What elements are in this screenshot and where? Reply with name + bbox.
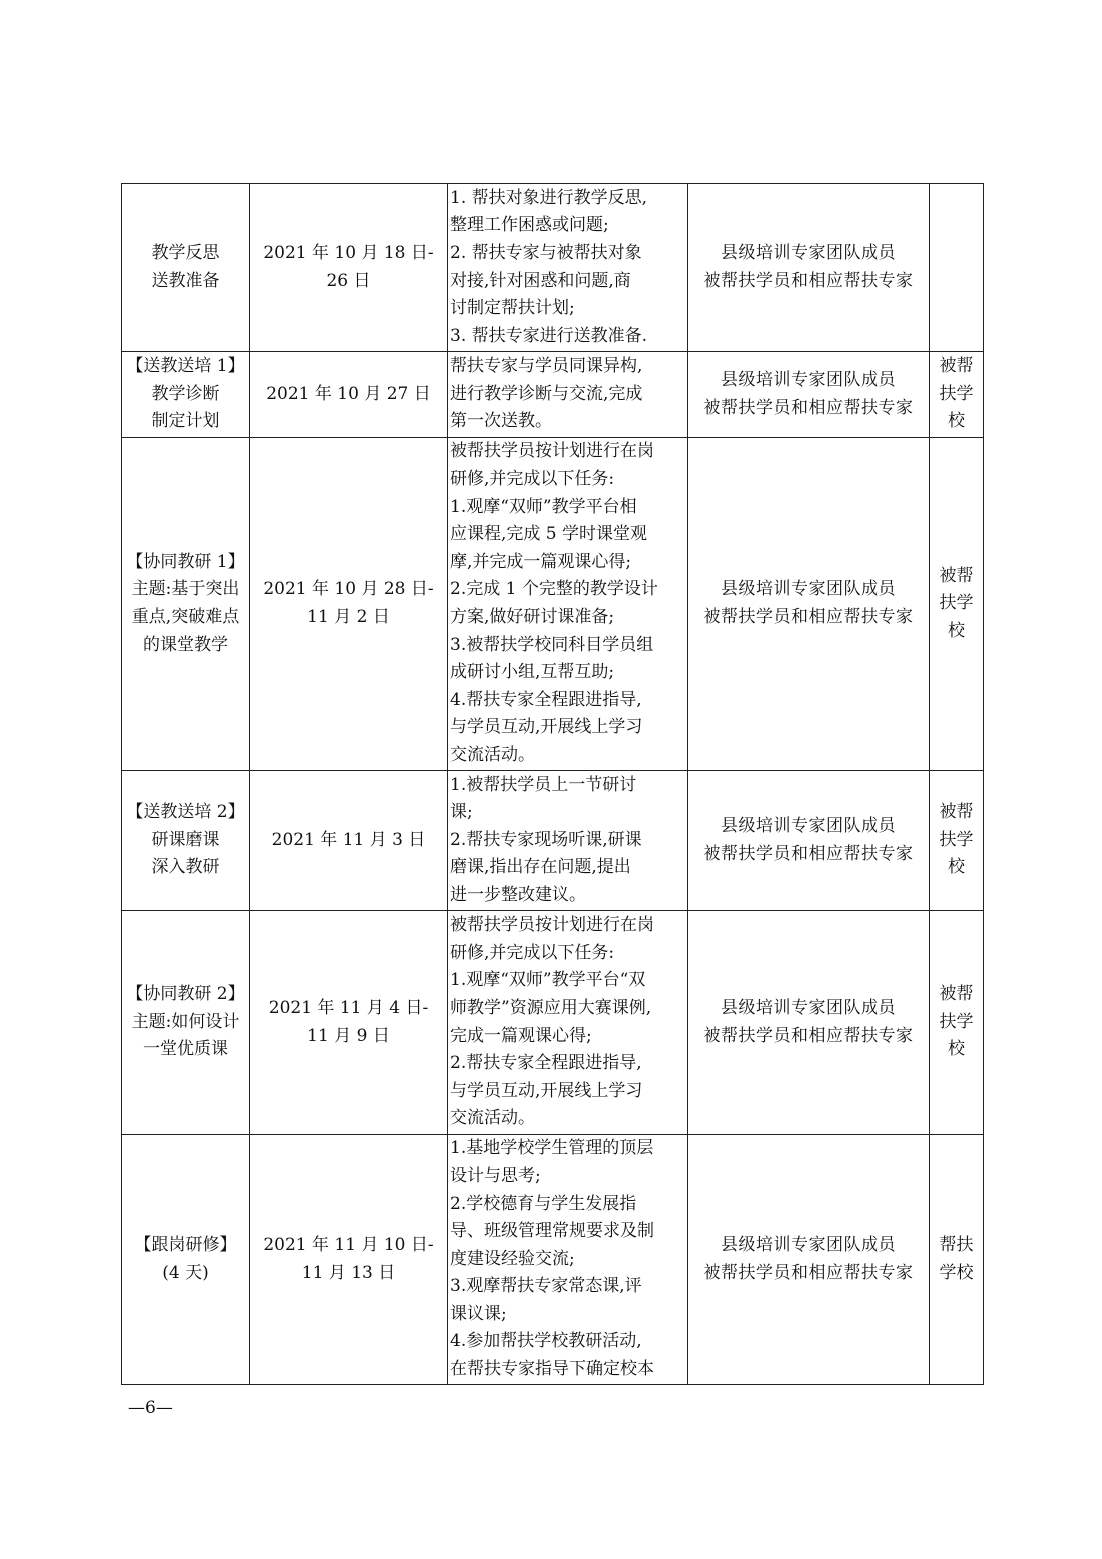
activity-line: 一堂优质课 bbox=[143, 1039, 228, 1060]
time-line: 2021 年 11 月 10 日- bbox=[263, 1234, 434, 1255]
activity-line: 送教准备 bbox=[151, 270, 220, 291]
location-line: 扶学 bbox=[939, 1011, 974, 1032]
activity-cell bbox=[122, 1135, 250, 1385]
location-line: 校 bbox=[948, 620, 965, 641]
participants-line: 被帮扶学员和相应帮扶专家 bbox=[703, 1025, 914, 1046]
participants-cell bbox=[688, 771, 930, 911]
participants-line: 县级培训专家团队成员 bbox=[721, 369, 896, 390]
activity-line: 【协同教研 2】 bbox=[126, 984, 245, 1005]
content-line: 研修,并完成以下任务: bbox=[450, 942, 615, 963]
content-line: 摩,并完成一篇观课心得; bbox=[450, 551, 632, 572]
time-line: 2021 年 10 月 27 日 bbox=[266, 383, 431, 404]
location-line: 校 bbox=[948, 1039, 965, 1060]
content-line: 进一步整改建议。 bbox=[450, 884, 586, 905]
location-line: 扶学 bbox=[939, 383, 974, 404]
activity-line: 教学诊断 bbox=[151, 383, 220, 404]
content-line: 4.参加帮扶学校教研活动, bbox=[450, 1331, 642, 1352]
activity-line: 重点,突破难点 bbox=[131, 607, 240, 627]
location-line: 扶学 bbox=[939, 829, 974, 850]
content-line: 2.学校德育与学生发展指 bbox=[450, 1193, 637, 1214]
content-line: 2. 帮扶专家与被帮扶对象 bbox=[450, 242, 642, 263]
activity-line: 主题:基于突出 bbox=[131, 579, 240, 600]
time-line: 11 月 2 日 bbox=[307, 607, 390, 627]
activity-line: 研课磨课 bbox=[151, 829, 220, 850]
content-line: 第一次送教。 bbox=[450, 411, 552, 432]
time-line: 26 日 bbox=[326, 270, 371, 291]
time-line: 2021 年 11 月 4 日- bbox=[268, 997, 429, 1018]
content-line: 1.被帮扶学员上一节研讨 bbox=[450, 774, 637, 795]
location-line: 被帮 bbox=[939, 565, 974, 586]
content-line: 1.观摩“双师”教学平台“双 bbox=[450, 970, 646, 991]
participants-cell bbox=[688, 352, 930, 438]
content-line: 导、班级管理常规要求及制 bbox=[450, 1221, 654, 1242]
participants-line: 县级培训专家团队成员 bbox=[721, 579, 896, 600]
time-cell bbox=[250, 911, 448, 1135]
activity-line: 的课堂教学 bbox=[143, 634, 228, 655]
activity-line: 【协同教研 1】 bbox=[126, 551, 245, 572]
participants-line: 县级培训专家团队成员 bbox=[721, 242, 896, 263]
content-line: 成研讨小组,互帮互助; bbox=[450, 662, 615, 683]
location-line: 帮扶 bbox=[939, 1234, 974, 1255]
content-line: 磨课,指出存在问题,提出 bbox=[450, 857, 631, 878]
participants-cell bbox=[688, 911, 930, 1135]
participants-line: 县级培训专家团队成员 bbox=[721, 815, 896, 836]
time-line: 2021 年 10 月 18 日- bbox=[263, 242, 434, 263]
activity-line: 【跟岗研修】 bbox=[134, 1234, 237, 1255]
content-line: 2.帮扶专家现场听课,研课 bbox=[450, 829, 642, 850]
activity-line: 【送教送培 2】 bbox=[126, 802, 245, 823]
schedule-table bbox=[121, 183, 984, 1385]
content-line: 与学员互动,开展线上学习 bbox=[450, 1080, 643, 1101]
content-line: 2.帮扶专家全程跟进指导, bbox=[450, 1053, 642, 1074]
activity-cell bbox=[122, 911, 250, 1135]
content-line: 完成一篇观课心得; bbox=[450, 1025, 592, 1046]
content-line: 4.帮扶专家全程跟进指导, bbox=[450, 689, 642, 710]
content-line: 1.基地学校学生管理的顶层 bbox=[450, 1138, 654, 1159]
content-cell bbox=[448, 352, 688, 438]
content-line: 课议课; bbox=[450, 1303, 507, 1324]
content-cell bbox=[448, 1135, 688, 1385]
activity-cell bbox=[122, 438, 250, 771]
activity-cell bbox=[122, 771, 250, 911]
activity-cell bbox=[122, 352, 250, 438]
content-line: 被帮扶学员按计划进行在岗 bbox=[450, 915, 654, 936]
page-number: —6— bbox=[128, 1398, 173, 1418]
content-line: 交流活动。 bbox=[450, 744, 535, 765]
time-cell bbox=[250, 184, 448, 352]
participants-cell bbox=[688, 438, 930, 771]
content-line: 3. 帮扶专家进行送教准备. bbox=[450, 325, 648, 346]
content-line: 课; bbox=[450, 802, 473, 823]
location-line: 校 bbox=[948, 857, 965, 878]
location-cell bbox=[930, 352, 984, 438]
time-line: 11 月 13 日 bbox=[301, 1262, 396, 1283]
content-line: 1. 帮扶对象进行教学反思, bbox=[450, 187, 648, 208]
activity-line: 主题:如何设计 bbox=[131, 1011, 240, 1032]
content-line: 师教学”资源应用大赛课例, bbox=[450, 997, 652, 1018]
content-line: 帮扶专家与学员同课异构, bbox=[450, 356, 643, 377]
content-line: 交流活动。 bbox=[450, 1108, 535, 1129]
content-line: 讨制定帮扶计划; bbox=[450, 298, 575, 319]
participants-line: 被帮扶学员和相应帮扶专家 bbox=[703, 843, 914, 864]
location-cell bbox=[930, 1135, 984, 1385]
time-line: 2021 年 10 月 28 日- bbox=[263, 579, 434, 600]
participants-line: 被帮扶学员和相应帮扶专家 bbox=[703, 607, 914, 627]
table-row bbox=[122, 438, 984, 771]
table-row bbox=[122, 771, 984, 911]
participants-cell bbox=[688, 1135, 930, 1385]
activity-cell bbox=[122, 184, 250, 352]
location-line: 被帮 bbox=[939, 356, 974, 377]
table-row bbox=[122, 1135, 984, 1385]
table-row bbox=[122, 352, 984, 438]
time-cell bbox=[250, 438, 448, 771]
participants-cell bbox=[688, 184, 930, 352]
time-cell bbox=[250, 771, 448, 911]
content-cell bbox=[448, 438, 688, 771]
schedule-body bbox=[122, 184, 984, 1385]
time-cell bbox=[250, 1135, 448, 1385]
content-line: 与学员互动,开展线上学习 bbox=[450, 717, 643, 738]
content-line: 整理工作困惑或问题; bbox=[450, 215, 609, 236]
location-line: 校 bbox=[948, 411, 965, 432]
location-cell bbox=[930, 911, 984, 1135]
location-cell bbox=[930, 771, 984, 911]
content-cell bbox=[448, 771, 688, 911]
content-line: 研修,并完成以下任务: bbox=[450, 469, 615, 490]
location-line: 被帮 bbox=[939, 984, 974, 1005]
content-line: 3.观摩帮扶专家常态课,评 bbox=[450, 1276, 642, 1297]
content-line: 被帮扶学员按计划进行在岗 bbox=[450, 441, 654, 462]
participants-line: 县级培训专家团队成员 bbox=[721, 1234, 896, 1255]
content-line: 设计与思考; bbox=[450, 1165, 541, 1186]
content-line: 进行教学诊断与交流,完成 bbox=[450, 383, 643, 404]
content-line: 度建设经验交流; bbox=[450, 1248, 575, 1269]
content-cell bbox=[448, 184, 688, 352]
time-line: 11 月 9 日 bbox=[307, 1025, 390, 1046]
participants-line: 县级培训专家团队成员 bbox=[721, 997, 896, 1018]
location-line: 学校 bbox=[939, 1262, 974, 1283]
content-line: 2.完成 1 个完整的教学设计 bbox=[450, 579, 658, 600]
table-row bbox=[122, 184, 984, 352]
location-line: 被帮 bbox=[939, 802, 974, 823]
time-line: 2021 年 11 月 3 日 bbox=[271, 829, 426, 850]
content-line: 方案,做好研讨课准备; bbox=[450, 607, 615, 627]
content-line: 1.观摩“双师”教学平台相 bbox=[450, 496, 637, 517]
activity-line: 【送教送培 1】 bbox=[126, 356, 245, 377]
table-row bbox=[122, 911, 984, 1135]
activity-line: 教学反思 bbox=[151, 242, 220, 263]
content-cell bbox=[448, 911, 688, 1135]
content-line: 应课程,完成 5 学时课堂观 bbox=[450, 524, 648, 545]
content-line: 对接,针对困惑和问题,商 bbox=[450, 270, 631, 291]
participants-line: 被帮扶学员和相应帮扶专家 bbox=[703, 1262, 914, 1283]
activity-line: (4 天) bbox=[162, 1262, 209, 1283]
time-cell bbox=[250, 352, 448, 438]
content-line: 3.被帮扶学校同科目学员组 bbox=[450, 634, 654, 655]
location-cell bbox=[930, 184, 984, 352]
location-line: 扶学 bbox=[939, 593, 974, 614]
participants-line: 被帮扶学员和相应帮扶专家 bbox=[703, 397, 914, 418]
content-line: 在帮扶专家指导下确定校本 bbox=[450, 1359, 654, 1380]
activity-line: 制定计划 bbox=[151, 411, 220, 432]
participants-line: 被帮扶学员和相应帮扶专家 bbox=[703, 270, 914, 291]
location-cell bbox=[930, 438, 984, 771]
activity-line: 深入教研 bbox=[151, 857, 220, 878]
